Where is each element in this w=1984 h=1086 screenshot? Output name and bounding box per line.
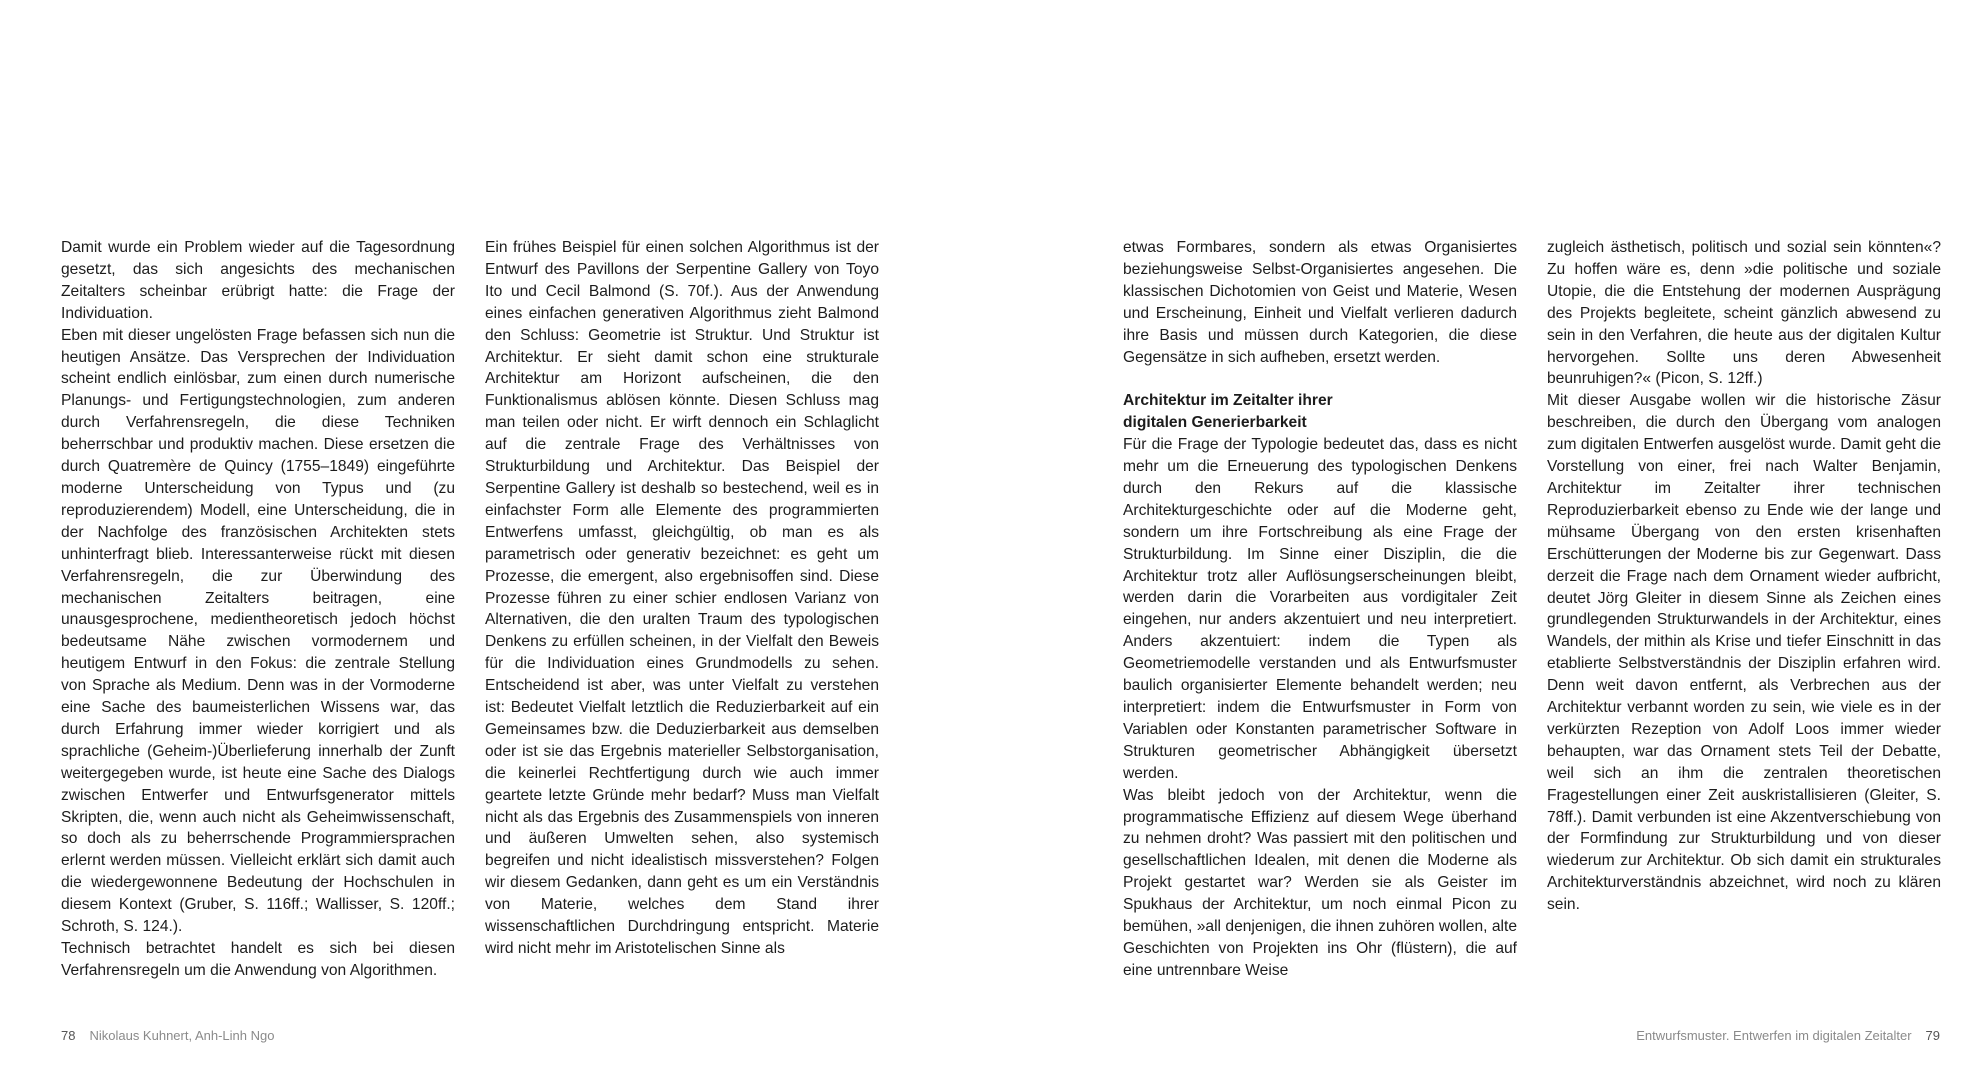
right-page-column-2 (1547, 237, 1941, 916)
right-page-footer (1636, 1028, 1940, 1043)
left-page-column-1 (61, 237, 455, 982)
paragraph: etwas Formbares, sondern als etwas Organisiertes beziehungsweise Selbst-Organisiertes angesehen. Die klassischen Dichotomien von Geist und Materie, Wesen und Erscheinung, Einheit und Vielfalt verlieren dadurch ihre Basis und müssen durch Kategorien, die diese Gegensätze in sich aufheben, ersetzt werden. (1123, 239, 1517, 366)
footer-running-title: Entwurfsmuster. Entwerfen im digitalen Zeitalter (1636, 1028, 1912, 1043)
section-heading-line-2: digitalen Generierbarkeit (1123, 414, 1307, 432)
page-number-right: 79 (1925, 1028, 1940, 1043)
paragraph: Technisch betrachtet handelt es sich bei diesen Verfahrensregeln um die Anwendung von Algorithmen. (61, 940, 455, 979)
paragraph: Mit dieser Ausgabe wollen wir die historische Zäsur beschreiben, die durch den Übergang vom analogen zum digitalen Entwerfen ausgelöst wurde. Damit geht die Vorstellung von einer, frei nach Walter Benjamin, Architektur im Zeitalter ihrer technischen Reproduzierbarkeit ebenso zu Ende wie der lange und mühsame Übergang von den ersten krisenhaften Erschütterungen der Moderne bis zur Gegenwart. Dass derzeit die Frage nach dem Ornament wieder aufbricht, deutet Jörg Gleiter in diesem Sinne als Zeichen eines grundlegenden Strukturwandels in der Architektur, eines Wandels, der mithin als Krise und tiefer Einschnitt in das etablierte Selbstverständnis der Disziplin erfahren wird. Denn weit davon entfernt, als Verbrechen aus der Architektur verbannt worden zu sein, wie viele es in der verkürzten Rezeption von Adolf Loos immer wieder behaupten, war das Ornament stets Teil der Debatte, weil sich an ihm die zentralen theoretischen Fragestellungen einer Zeit auskristallisieren (Gleiter, S. 78ff.). Damit verbunden ist eine Akzentverschiebung von der Formfindung zur Strukturbildung und von dieser wiederum zur Architektur. Ob sich damit ein strukturales Architekturverständnis abzeichnet, wird noch zu klären sein. (1547, 392, 1941, 914)
right-page-column-1 (1123, 237, 1517, 982)
left-page-column-2 (485, 237, 879, 960)
paragraph: Was bleibt jedoch von der Architektur, wenn die programmatische Effizienz auf diesem Wege überhand zu nehmen droht? Was passiert mit den politischen und gesellschaftlichen Idealen, mit denen die Moderne als Projekt gestartet war? Werden sie als Geister im Spukhaus der Architektur, um noch einmal Picon zu bemühen, »all denjenigen, die ihnen zuhören wollen, alte Geschichten von Projekten ins Ohr (flüstern), die auf eine untrennbare Weise (1123, 786, 1517, 979)
footer-authors: Nikolaus Kuhnert, Anh-Linh Ngo (89, 1028, 275, 1043)
section-heading (1123, 390, 1517, 434)
paragraph: Damit wurde ein Problem wieder auf die Tagesordnung gesetzt, das sich angesichts des mechanischen Zeitalters scheinbar erübrigt hatte: die Frage der Individuation. (61, 239, 455, 322)
paragraph: Eben mit dieser ungelösten Frage befassen sich nun die heutigen Ansätze. Das Versprechen der Individuation scheint endlich einlösbar, zum einen durch numerische Planungs- und Fertigungstechnologien, zum anderen durch Verfahrensregeln, die diese Techniken beherrschbar und produktiv machen. Diese ersetzen die durch Quatremère de Quincy (1755–1849) eingeführte moderne Unterscheidung von Typus und (zu reproduzierendem) Modell, eine Unterscheidung, die in der Nachfolge des französischen Architekten stets unhinterfragt blieb. Interessanterweise rückt mit diesen Verfahrensregeln, die zur Überwindung des mechanischen Zeitalters beitragen, eine unausgesprochene, medientheoretisch jedoch höchst bedeutsame Nähe zwischen vormodernem und heutigem Entwurf in den Fokus: die zentrale Stellung von Sprache als Medium. Denn was in der Vormoderne eine Sache des baumeisterlichen Wissens war, das durch Erfahrung immer wieder korrigiert und als sprachliche (Geheim-)Überlieferung innerhalb der Zunft weitergegeben wurde, ist heute eine Sache des Dialogs zwischen Entwerfer und Entwurfsgenerator mittels Skripten, die, wenn auch nicht als Geheimwissenschaft, so doch als zu beherrschende Programmiersprachen erlernt werden müssen. Vielleicht erklärt sich damit auch die wiedergewonnene Bedeutung der Hochschulen in diesem Kontext (Gruber, S. 116ff.; Wallisser, S. 120ff.; Schroth, S. 124.). (61, 326, 455, 936)
page-number-left: 78 (61, 1028, 76, 1043)
paragraph: zugleich ästhetisch, politisch und sozial sein könnten«? Zu hoffen wäre es, denn »die politische und soziale Utopie, die die Entstehung der modernen Ausprägung des Projekts begleitete, scheint gänzlich abwesend zu sein in den Verfahren, die heute aus der digitalen Kultur hervorgehen. Sollte uns deren Abwesenheit beunruhigen?« (Picon, S. 12ff.) (1547, 239, 1941, 388)
section-spacer (1123, 368, 1517, 390)
paragraph: Für die Frage der Typologie bedeutet das, dass es nicht mehr um die Erneuerung des typologischen Denkens durch den Rekurs auf die klassische Architekturgeschichte oder auf die Moderne geht, sondern um ihre Fortschreibung als eine Frage der Strukturbildung. Im Sinne einer Disziplin, die die Architektur trotz aller Auflösungserscheinungen bleibt, werden darin die Vorarbeiten aus vordigitaler Zeit eingehen, nur anders akzentuiert und neu interpretiert. Anders akzentuiert: indem die Typen als Geometriemodelle verstanden und als Entwurfsmuster baulich organisierter Elemente behandelt werden; neu interpretiert: indem die Entwurfsmuster in Form von Variablen oder Konstanten parametrischer Software in Strukturen geometrischer Abhängigkeit übersetzt werden. (1123, 436, 1517, 782)
left-page-footer (61, 1028, 274, 1043)
paragraph: Ein frühes Beispiel für einen solchen Algorithmus ist der Entwurf des Pavillons der Serpentine Gallery von Toyo Ito und Cecil Balmond (S. 70f.). Aus der Anwendung eines einfachen generativen Algorithmus zieht Balmond den Schluss: Geometrie ist Struktur. Und Struktur ist Architektur. Er sieht damit schon eine strukturale Architektur am Horizont aufscheinen, die den Funktionalismus ablösen könnte. Diesen Schluss mag man teilen oder nicht. Er wirft dennoch ein Schlaglicht auf die zentrale Frage des Verhältnisses von Strukturbildung und Architektur. Das Beispiel der Serpentine Gallery ist deshalb so bestechend, weil es in einfachster Form alle Elemente des programmierten Entwerfens umfasst, gleichgültig, ob man es als parametrisch oder generativ bezeichnet: es geht um Prozesse, die emergent, also ergebnisoffen sind. Diese Prozesse führen zu einer schier endlosen Varianz von Alternativen, die den uralten Traum des typologischen Denkens zu erfüllen scheinen, in der Vielfalt den Beweis für die Individuation eines Grundmodells zu sehen. Entscheidend ist aber, was unter Vielfalt zu verstehen ist: Bedeutet Vielfalt letztlich die Reduzierbarkeit auf ein Gemeinsames bzw. die Deduzierbarkeit aus demselben oder ist sie das Ergebnis materieller Selbstorganisation, die keinerlei Rechtfertigung durch wie auch immer geartete letzte Gründe mehr bedarf? Muss man Vielfalt nicht als das Ergebnis des Zusammenspiels von inneren und äußeren Umwelten sehen, also systemisch begreifen und nicht idealistisch missverstehen? Folgen wir diesem Gedanken, dann geht es um ein Verständnis von Materie, welches dem Stand ihrer wissenschaftlichen Durchdringung entspricht. Materie wird nicht mehr im Aristotelischen Sinne als (485, 239, 879, 957)
section-heading-line-1: Architektur im Zeitalter ihrer (1123, 392, 1333, 410)
